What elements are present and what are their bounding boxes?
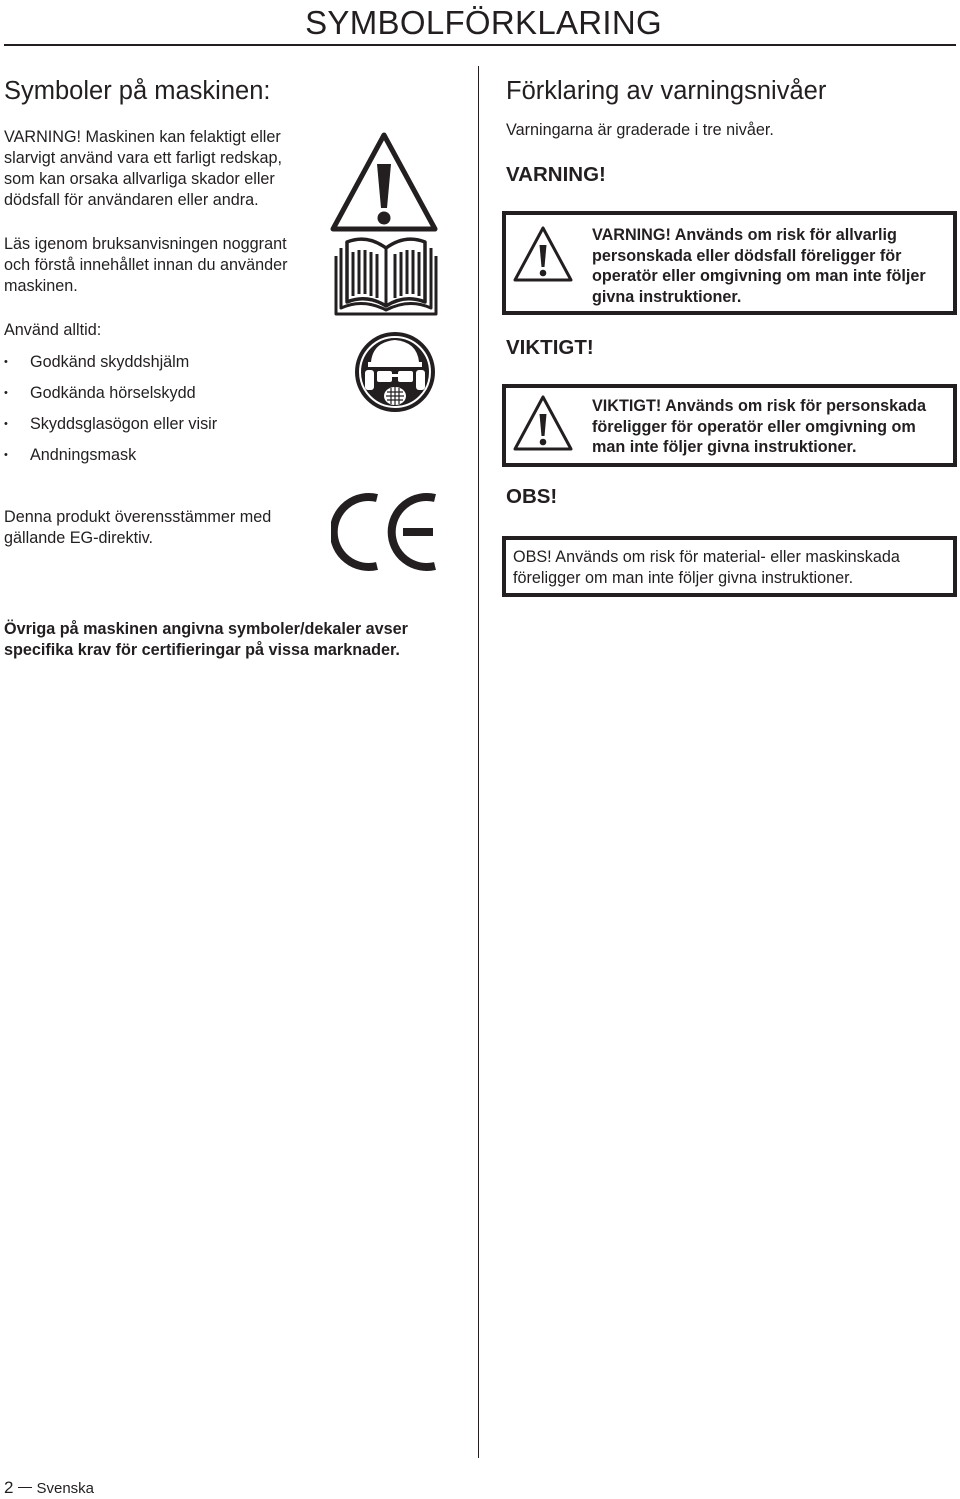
footer-dash <box>18 1487 32 1489</box>
machine-warning-text: VARNING! Maskinen kan felaktigt eller slarvigt använd vara ett farligt redskap, som kan orsaka allvarliga skador eller dödsfall för användaren eller andra. <box>4 128 283 209</box>
level-label-obs: OBS! <box>506 485 558 508</box>
warning-box-viktigt <box>502 384 957 467</box>
ppe-list-item: • Godkänd skyddshjälm <box>4 353 190 371</box>
ppe-list-item: • Andningsmask <box>4 446 137 464</box>
level-label-viktigt: VIKTIGT! <box>506 336 594 359</box>
page-title: SYMBOLFÖRKLARING <box>305 4 662 41</box>
level-label-varning: VARNING! <box>506 163 606 186</box>
footer-language: Svenska <box>36 1480 95 1497</box>
ce-mark-icon <box>331 492 441 572</box>
always-use-label: Använd alltid: <box>4 321 102 339</box>
ce-compliance-text: Denna produkt överensstämmer med gällande EG-direktiv. <box>4 508 272 547</box>
ppe-head-protection-icon <box>351 330 439 414</box>
bullet-icon: • <box>4 449 8 461</box>
read-manual-text: Läs igenom bruksanvisningen noggrant och förstå innehållet innan du använder maskinen. <box>4 235 288 295</box>
warning-triangle-icon <box>512 225 574 283</box>
levels-intro-text: Varningarna är graderade i tre nivåer. <box>506 121 774 139</box>
warning-box-obs <box>502 536 957 597</box>
ppe-list-item: • Godkända hörselskydd <box>4 384 196 402</box>
warning-box-text: OBS! Används om risk för material- eller maskinskada föreligger om man inte följer givna instruktioner. <box>513 548 900 587</box>
left-section-heading: Symboler på maskinen: <box>4 77 271 105</box>
bullet-icon: • <box>4 418 8 430</box>
warning-triangle-icon <box>512 394 574 452</box>
title-rule <box>4 44 956 46</box>
column-divider <box>478 66 479 1458</box>
warning-box-varning <box>502 211 957 315</box>
bullet-icon: • <box>4 387 8 399</box>
warning-box-text: VIKTIGT! Används om risk för personskada föreligger för operatör eller omgivning om man inte följer givna instruktioner. <box>592 397 927 456</box>
right-section-heading: Förklaring av varningsnivåer <box>506 77 827 105</box>
ppe-list-item: • Skyddsglasögon eller visir <box>4 415 218 433</box>
open-book-icon <box>333 236 439 318</box>
page-number: 2 <box>4 1478 14 1497</box>
warning-box-text: VARNING! Används om risk för allvarlig personskada eller dödsfall föreligger för operatör eller omgivning om man inte följer givna instruktioner. <box>592 226 926 306</box>
bullet-icon: • <box>4 356 8 368</box>
warning-triangle-icon <box>328 130 440 234</box>
other-symbols-note: Övriga på maskinen angivna symboler/dekaler avser specifika krav för certifieringar på vissa marknader. <box>4 620 408 659</box>
page-footer <box>4 1478 94 1499</box>
